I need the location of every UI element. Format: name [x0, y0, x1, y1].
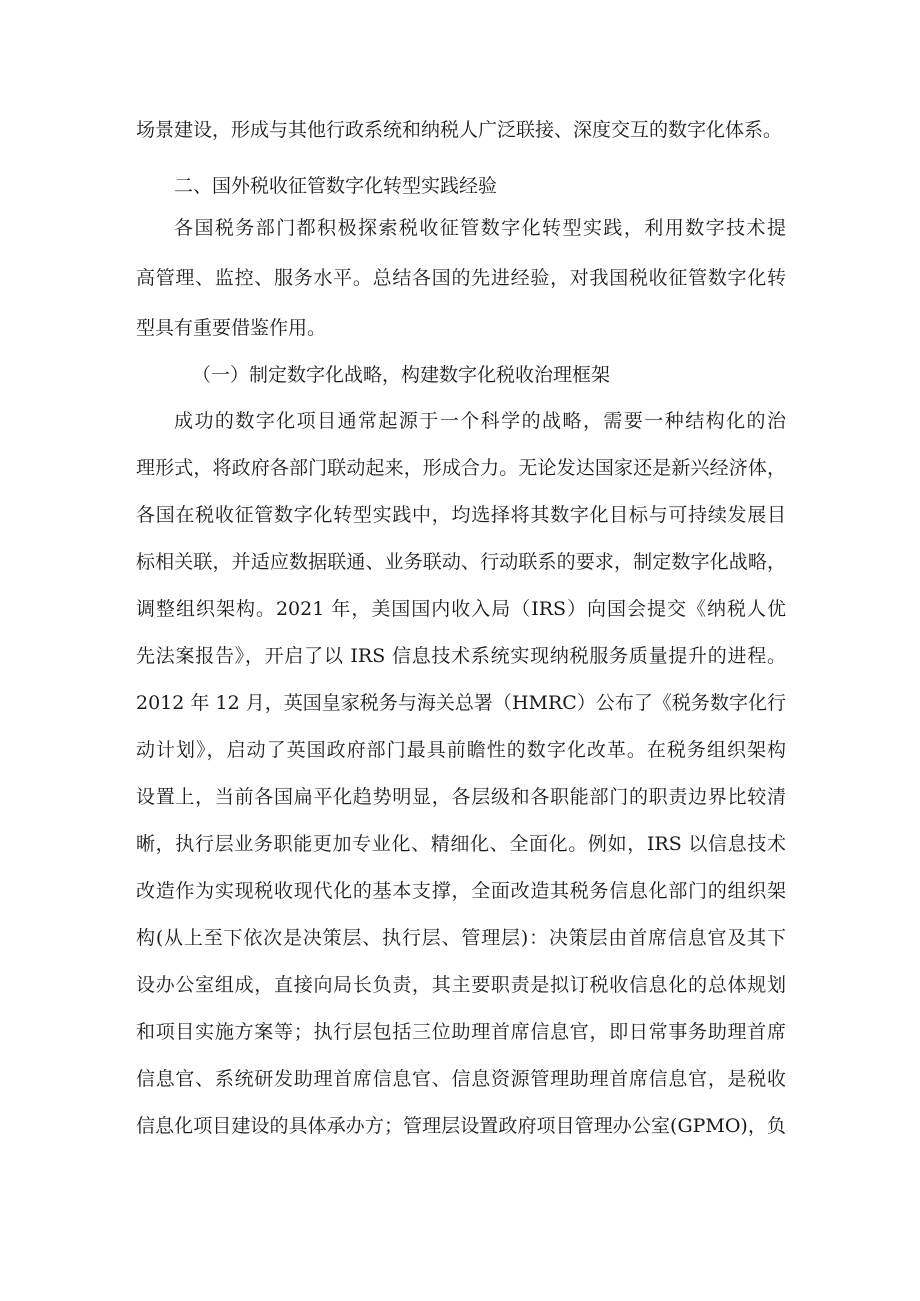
paragraph-strategy-line-6: 先法案报告》，开启了以 IRS 信息技术系统实现纳税服务质量提升的进程。 [136, 645, 786, 667]
paragraph-strategy-line-4: 标相关联，并适应数据联通、业务联动、行动联系的要求，制定数字化战略， [136, 551, 786, 573]
paragraph-strategy-line-10: 晰，执行层业务职能更加专业化、精细化、全面化。例如，IRS 以信息技术 [136, 833, 786, 855]
paragraph-overview-line-2: 高管理、监控、服务水平。总结各国的先进经验，对我国税收征管数字化转 [136, 267, 786, 289]
paragraph-overview-line-3: 型具有重要借鉴作用。 [136, 317, 327, 339]
paragraph-intro-line-1: 场景建设，形成与其他行政系统和纳税人广泛联接、深度交互的数字化体系。 [136, 119, 783, 141]
paragraph-overview-line-1: 各国税务部门都积极探索税收征管数字化转型实践，利用数字技术提 [174, 217, 786, 239]
paragraph-strategy-line-3: 各国在税收征管数字化转型实践中，均选择将其数字化目标与可持续发展目 [136, 504, 786, 526]
paragraph-strategy-line-16: 信息化项目建设的具体承办方；管理层设置政府项目管理办公室(GPMO)，负 [136, 1115, 786, 1137]
paragraph-strategy-line-7: 2012 年 12 月，英国皇家税务与海关总署（HMRC）公布了《税务数字化行 [136, 692, 786, 714]
paragraph-strategy-line-9: 设置上，当前各国扁平化趋势明显，各层级和各职能部门的职责边界比较清 [136, 786, 786, 808]
section-heading-2: 二、国外税收征管数字化转型实践经验 [174, 175, 498, 197]
paragraph-strategy-line-1: 成功的数字化项目通常起源于一个科学的战略，需要一种结构化的治 [174, 410, 786, 432]
paragraph-strategy-line-13: 设办公室组成，直接向局长负责，其主要职责是拟订税收信息化的总体规划 [136, 974, 786, 996]
paragraph-strategy-line-12: 构(从上至下依次是决策层、执行层、管理层)：决策层由首席信息官及其下 [136, 927, 786, 949]
paragraph-strategy-line-15: 信息官、系统研发助理首席信息官、信息资源管理助理首席信息官，是税收 [136, 1068, 786, 1090]
section-heading-2-1: （一）制定数字化战略，构建数字化税收治理框架 [192, 364, 611, 386]
paragraph-strategy-line-8: 动计划》，启动了英国政府部门最具前瞻性的数字化改革。在税务组织架构 [136, 739, 786, 761]
paragraph-strategy-line-11: 改造作为实现税收现代化的基本支撑，全面改造其税务信息化部门的组织架 [136, 880, 786, 902]
paragraph-strategy-line-14: 和项目实施方案等；执行层包括三位助理首席信息官，即日常事务助理首席 [136, 1021, 786, 1043]
paragraph-strategy-line-2: 理形式，将政府各部门联动起来，形成合力。无论发达国家还是新兴经济体， [136, 457, 786, 479]
paragraph-strategy-line-5: 调整组织架构。2021 年，美国国内收入局（IRS）向国会提交《纳税人优 [136, 598, 786, 620]
